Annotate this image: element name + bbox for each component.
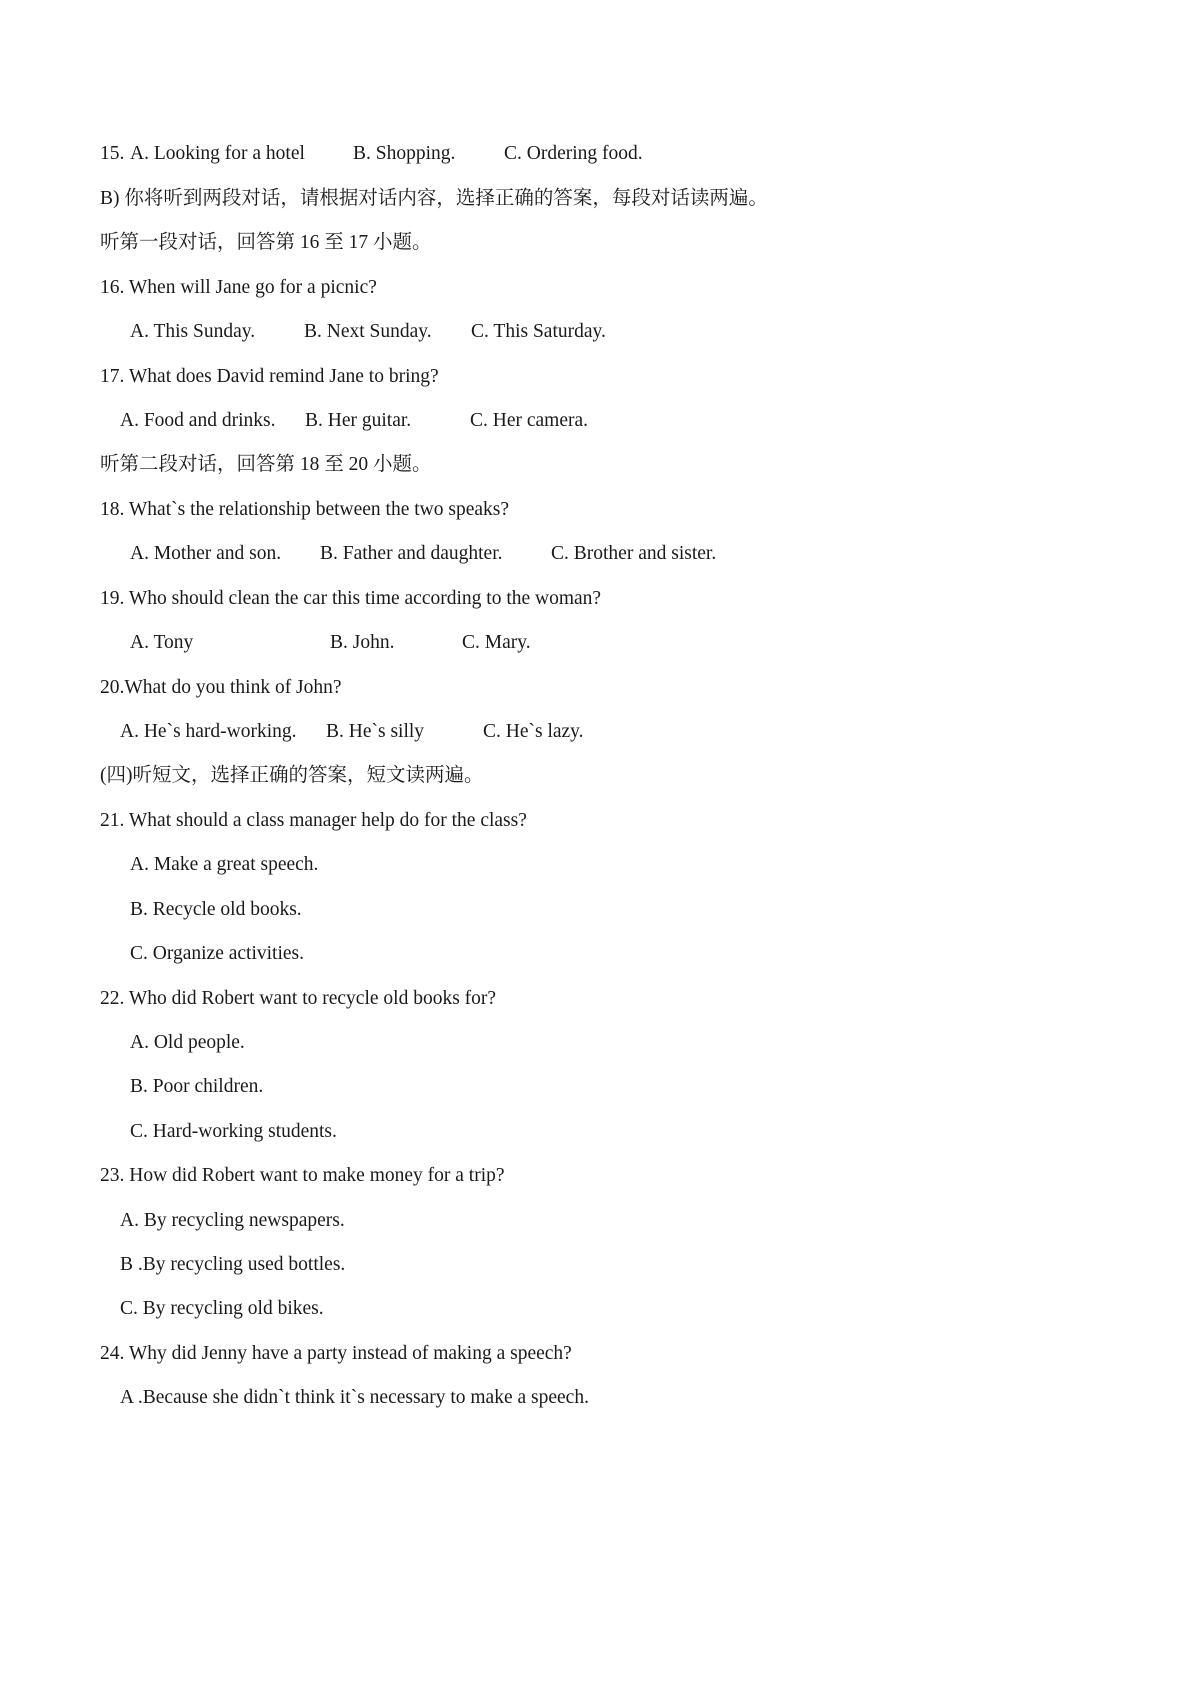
dialogue-1-instruction-line <box>0 228 1200 258</box>
question-24 <box>0 1339 1200 1369</box>
q23-text: 23. How did Robert want to make money for a trip? <box>100 1165 505 1186</box>
q16-text: 16. When will Jane go for a picnic? <box>100 277 377 298</box>
question-19 <box>0 584 1200 614</box>
q21-text: 21. What should a class manager help do for the class? <box>100 810 527 831</box>
question-20-options <box>0 717 1200 747</box>
q15-option-a: A. Looking for a hotel <box>130 143 305 164</box>
q19-text: 19. Who should clean the car this time according to the woman? <box>100 588 602 609</box>
q20-option-b: B. He`s silly <box>326 721 425 742</box>
q21-option-a-line <box>0 850 1200 880</box>
question-21 <box>0 806 1200 836</box>
question-17 <box>0 362 1200 392</box>
q16-option-a: A. This Sunday. <box>130 321 256 342</box>
q17-option-b: B. Her guitar. <box>305 410 412 431</box>
section-b-instruction-line <box>0 184 1200 214</box>
question-20 <box>0 673 1200 703</box>
q22-option-b: B. Poor children. <box>130 1076 264 1097</box>
q17-option-a: A. Food and drinks. <box>120 410 276 431</box>
q18-option-a: A. Mother and son. <box>130 543 282 564</box>
q21-option-c-line <box>0 939 1200 969</box>
q22-option-a: A. Old people. <box>130 1032 245 1053</box>
q23-option-a: A. By recycling newspapers. <box>120 1210 345 1231</box>
q20-option-a: A. He`s hard-working. <box>120 721 297 742</box>
question-22 <box>0 984 1200 1014</box>
question-19-options <box>0 628 1200 658</box>
q15-number: 15. <box>100 143 125 164</box>
q23-option-c: C. By recycling old bikes. <box>120 1298 324 1319</box>
q24-text: 24. Why did Jenny have a party instead of making a speech? <box>100 1343 572 1364</box>
q17-option-c: C. Her camera. <box>470 410 589 431</box>
q23-option-b-line <box>0 1250 1200 1280</box>
question-17-options <box>0 406 1200 436</box>
q23-option-b: B .By recycling used bottles. <box>120 1254 346 1275</box>
q22-option-c-line <box>0 1117 1200 1147</box>
q16-option-b: B. Next Sunday. <box>304 321 432 342</box>
dialogue-2-instruction-line <box>0 450 1200 480</box>
question-23 <box>0 1161 1200 1191</box>
question-18-options <box>0 539 1200 569</box>
q21-option-b: B. Recycle old books. <box>130 899 302 920</box>
q18-option-b: B. Father and daughter. <box>320 543 503 564</box>
question-16 <box>0 273 1200 303</box>
q15-option-c: C. Ordering food. <box>504 143 643 164</box>
q17-text: 17. What does David remind Jane to bring? <box>100 366 439 387</box>
q18-option-c: C. Brother and sister. <box>551 543 717 564</box>
question-15 <box>0 139 1200 169</box>
q23-option-a-line <box>0 1206 1200 1236</box>
section-4-instruction: (四)听短文，选择正确的答案，短文读两遍。 <box>100 765 484 786</box>
q22-text: 22. Who did Robert want to recycle old books for? <box>100 988 497 1009</box>
q22-option-a-line <box>0 1028 1200 1058</box>
q21-option-b-line <box>0 895 1200 925</box>
question-16-options <box>0 317 1200 347</box>
q23-option-c-line <box>0 1294 1200 1324</box>
q24-option-a: A .Because she didn`t think it`s necessary to make a speech. <box>120 1387 589 1408</box>
q24-option-a-line <box>0 1383 1200 1413</box>
q15-option-b: B. Shopping. <box>353 143 456 164</box>
q19-option-c: C. Mary. <box>462 632 531 653</box>
q16-option-c: C. This Saturday. <box>471 321 606 342</box>
q21-option-a: A. Make a great speech. <box>130 854 319 875</box>
q19-option-a: A. Tony <box>130 632 194 653</box>
q21-option-c: C. Organize activities. <box>130 943 305 964</box>
dialogue-2-instruction: 听第二段对话，回答第 18 至 20 小题。 <box>100 454 432 475</box>
q22-option-c: C. Hard-working students. <box>130 1121 337 1142</box>
q18-text: 18. What`s the relationship between the two speaks? <box>100 499 510 520</box>
q22-option-b-line <box>0 1072 1200 1102</box>
section-b-instruction: B) 你将听到两段对话，请根据对话内容，选择正确的答案，每段对话读两遍。 <box>100 188 768 209</box>
q20-option-c: C. He`s lazy. <box>483 721 584 742</box>
q19-option-b: B. John. <box>330 632 395 653</box>
section-4-instruction-line <box>0 761 1200 791</box>
q20-text: 20.What do you think of John? <box>100 677 342 698</box>
question-18 <box>0 495 1200 525</box>
dialogue-1-instruction: 听第一段对话，回答第 16 至 17 小题。 <box>100 232 432 253</box>
